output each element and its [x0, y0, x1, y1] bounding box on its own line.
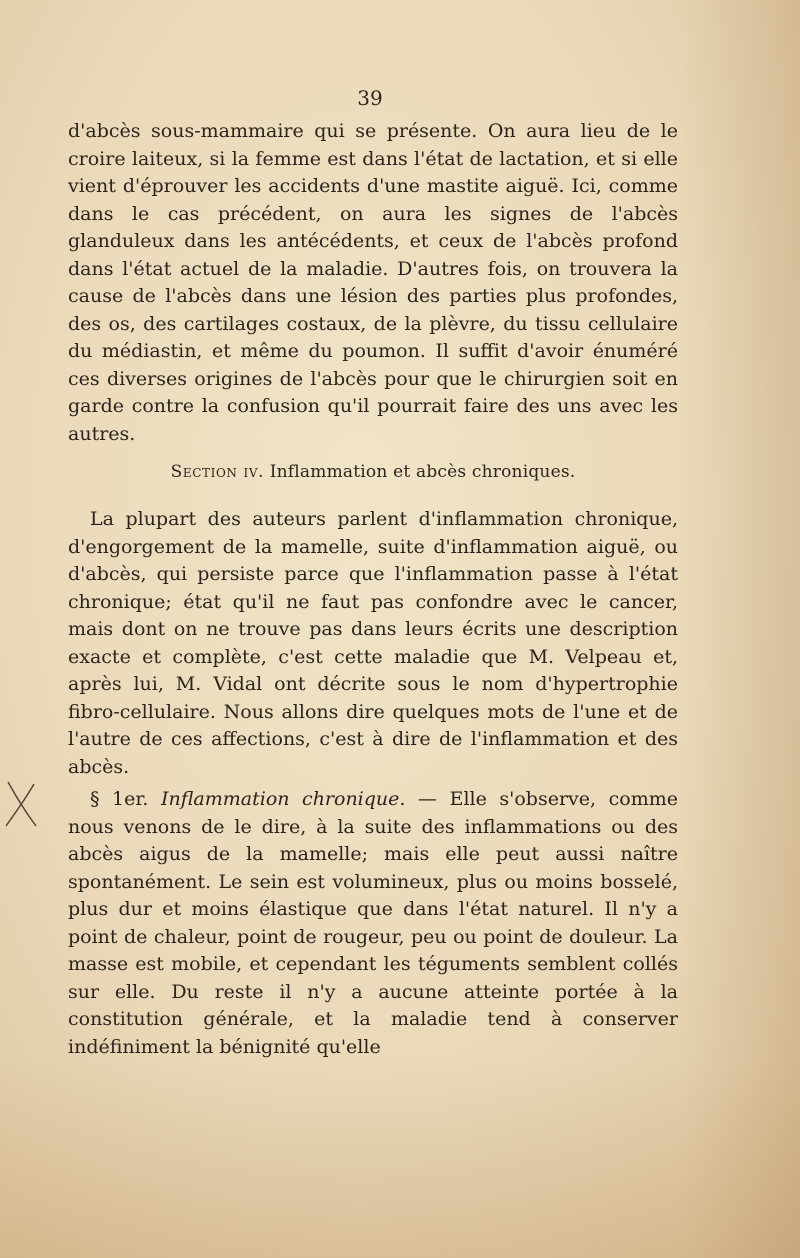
paragraph-body: — Elle s'observe, comme nous venons de le dire, à la suite des inflammations ou des abcès aigus de la mamelle; mais elle peut aussi naître spontanément. Le sein est volumineux, plus ou moins bosselé, plus dur et moins élastique que dans l'état naturel. Il n'y a point de chaleur, point de rougeur, peu ou point de douleur. La masse est mobile, et cependant les téguments semblent collés sur elle. Du reste il n'y a aucune atteinte portée à la constitution générale, et la maladie tend à conserver indéfiniment la bénignité qu'elle	[68, 788, 678, 1058]
section-heading	[68, 462, 678, 482]
page-number: 39	[357, 86, 383, 110]
paragraph-inflammation-chronique	[68, 786, 678, 1061]
section-title: Inflammation et abcès chroniques.	[269, 462, 576, 482]
section-label: Section iv.	[170, 462, 265, 482]
paragraph-mark: § 1er.	[90, 788, 149, 810]
paragraph-abces-sous-mammaire: d'abcès sous-mammaire qui se présente. On aura lieu de le croire laiteux, si la femme est dans l'état de lactation, et si elle vient d'éprouver les accidents d'une mastite aiguë. Ici, comme dans le cas précédent, on aura les signes de l'abcès glanduleux dans les antécédents, et ceux de l'abcès profond dans l'état actuel de la maladie. D'autres fois, on trouvera la cause de l'abcès dans une lésion des parties plus profondes, des os, des cartilages costaux, de la plèvre, du tissu cellulaire du médiastin, et même du poumon. Il suffit d'avoir énuméré ces diverses origines de l'abcès pour que le chirurgien soit en garde contre la confusion qu'il pourrait faire des uns avec les autres.	[68, 120, 678, 445]
paragraph-inflammation-intro: La plupart des auteurs parlent d'inflammation chronique, d'engorgement de la mamelle, suite d'inflammation aiguë, ou d'abcès, qui persiste parce que l'inflammation passe à l'état chronique; état qu'il ne faut pas confondre avec le cancer, mais dont on ne trouve pas dans leurs écrits une description exacte et complète, c'est cette maladie que M. Velpeau et, après lui, M. Vidal ont décrite sous le nom d'hypertrophie fibro-cellulaire. Nous allons dire quelques mots de l'une et de l'autre de ces affections, c'est à dire de l'inflammation et des abcès.	[68, 508, 678, 778]
margin-x-mark	[2, 778, 42, 830]
page-bottom-shading	[0, 1058, 800, 1258]
paragraph-title: Inflammation chronique.	[161, 788, 406, 810]
